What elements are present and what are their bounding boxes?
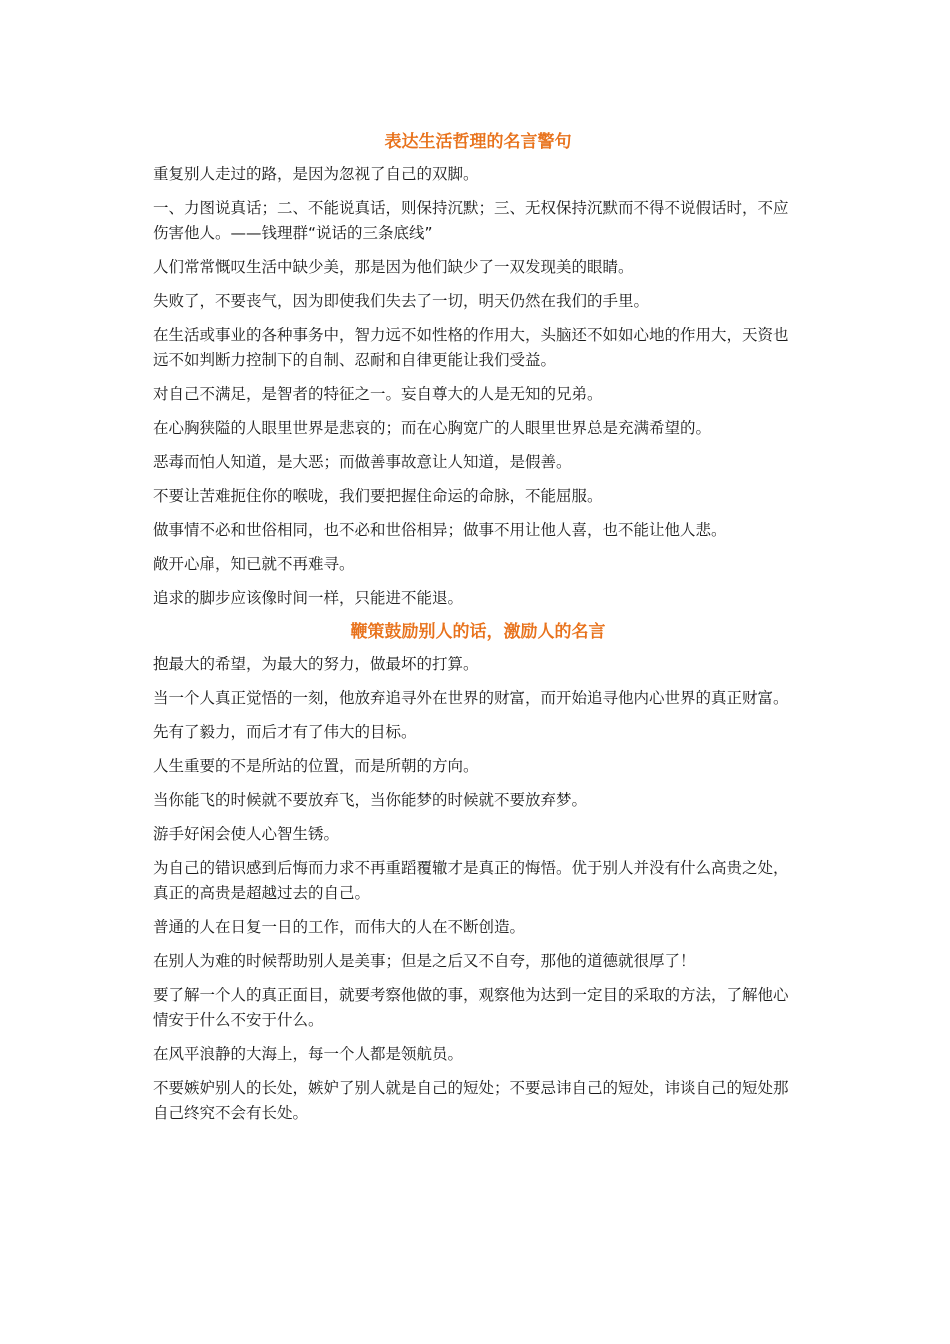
quote-paragraph: 游手好闲会使人心智生锈。 xyxy=(153,825,340,843)
section-heading-life-philosophy: 表达生活哲理的名言警句 xyxy=(384,132,572,152)
quote-paragraph: 在别人为难的时候帮助别人是美事；但是之后又不自夸，那他的道德就很厚了！ xyxy=(153,952,696,970)
quote-paragraph: 人生重要的不是所站的位置，而是所朝的方向。 xyxy=(153,757,479,775)
quote-paragraph: 失败了，不要丧气，因为即使我们失去了一切，明天仍然在我们的手里。 xyxy=(153,292,650,310)
quote-paragraph: 先有了毅力，而后才有了伟大的目标。 xyxy=(153,723,417,741)
quote-paragraph: 不要让苦难扼住你的喉咙，我们要把握住命运的命脉，不能屈服。 xyxy=(153,487,603,505)
quote-paragraph: 重复别人走过的路，是因为忽视了自己的双脚。 xyxy=(153,165,479,183)
quote-paragraph: 敞开心扉，知已就不再难寻。 xyxy=(153,555,355,573)
quote-paragraph: 在风平浪静的大海上，每一个人都是领航员。 xyxy=(153,1045,464,1063)
quote-paragraph: 对自己不满足，是智者的特征之一。妄自尊大的人是无知的兄弟。 xyxy=(153,385,603,403)
quote-paragraph: 抱最大的希望，为最大的努力，做最坏的打算。 xyxy=(153,655,479,673)
quote-paragraph: 在心胸狭隘的人眼里世界是悲哀的；而在心胸宽广的人眼里世界总是充满希望的。 xyxy=(153,419,712,437)
quote-paragraph: 一、力图说真话；二、不能说真话，则保持沉默；三、无权保持沉默而不得不说假话时，不应伤害他人。——钱理群“说话的三条底线” xyxy=(153,199,789,242)
quote-paragraph: 追求的脚步应该像时间一样，只能进不能退。 xyxy=(153,589,464,607)
quote-paragraph: 恶毒而怕人知道，是大恶；而做善事故意让人知道，是假善。 xyxy=(153,453,572,471)
quote-paragraph: 做事情不必和世俗相同，也不必和世俗相异；做事不用让他人喜，也不能让他人悲。 xyxy=(153,521,727,539)
quote-paragraph: 在生活或事业的各种事务中，智力远不如性格的作用大，头脑还不如如心地的作用大，天资也远不如判断力控制下的自制、忍耐和自律更能让我们受益。 xyxy=(153,326,789,369)
document-body xyxy=(153,130,803,1135)
quote-paragraph: 当一个人真正觉悟的一刻，他放弃追寻外在世界的财富，而开始追寻他内心世界的真正财富。 xyxy=(153,689,789,707)
section-heading-encouragement: 鞭策鼓励别人的话，激励人的名言 xyxy=(350,622,606,642)
quote-paragraph: 当你能飞的时候就不要放弃飞，当你能梦的时候就不要放弃梦。 xyxy=(153,791,588,809)
quote-paragraph: 为自己的错识感到后悔而力求不再重蹈覆辙才是真正的悔悟。优于别人并没有什么高贵之处，真正的高贵是超越过去的自己。 xyxy=(153,859,789,902)
quote-paragraph: 要了解一个人的真正面目，就要考察他做的事，观察他为达到一定目的采取的方法，了解他心情安于什么不安于什么。 xyxy=(153,986,789,1029)
quote-paragraph: 人们常常慨叹生活中缺少美，那是因为他们缺少了一双发现美的眼睛。 xyxy=(153,258,634,276)
quote-paragraph: 普通的人在日复一日的工作，而伟大的人在不断创造。 xyxy=(153,918,526,936)
quote-paragraph: 不要嫉妒别人的长处，嫉妒了别人就是自己的短处；不要忌讳自己的短处，讳谈自己的短处那自己终究不会有长处。 xyxy=(153,1079,789,1122)
